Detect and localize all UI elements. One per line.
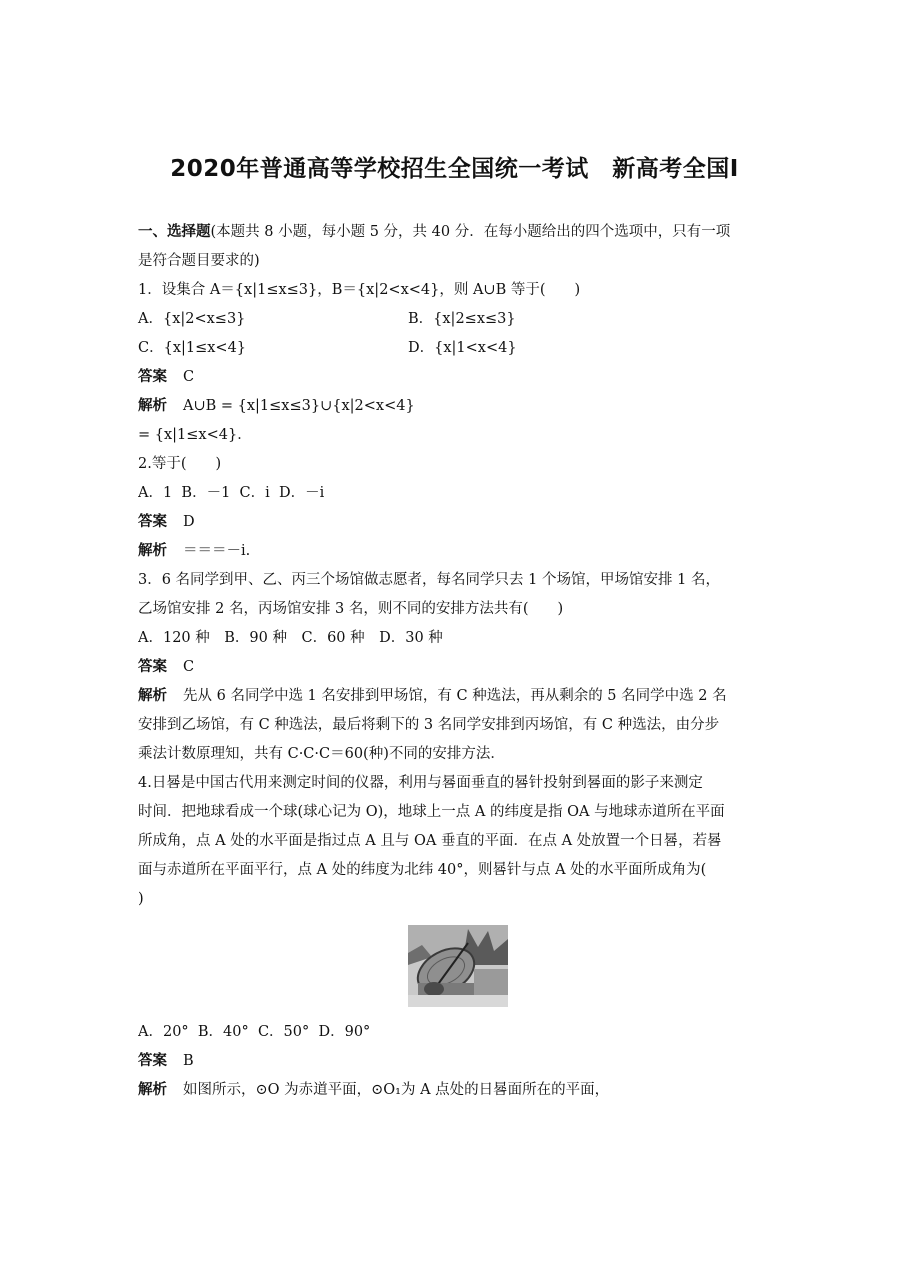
answer-label: 答案 (138, 369, 167, 385)
q1-option-b: B．{x|2≤x≤3} (408, 311, 516, 327)
answer-label: 答案 (138, 659, 167, 675)
analysis-label: 解析 (138, 543, 167, 559)
answer-label: 答案 (138, 1053, 167, 1069)
sundial-photo (138, 914, 778, 1018)
exam-content (138, 218, 778, 1105)
q4-options: A．20° B．40° C．50° D．90° (138, 1024, 371, 1040)
q4-stem-1: 4.日晷是中国古代用来测定时间的仪器，利用与晷面垂直的晷针投射到晷面的影子来测定 (138, 775, 703, 791)
q3-analysis (138, 682, 778, 711)
q3-analysis-3: 乘法计数原理知，共有 C·C·C＝60(种)不同的安排方法． (138, 746, 505, 762)
q4-stem-2: 时间．把地球看成一个球(球心记为 O)，地球上一点 A 的纬度是指 OA 与地球赤道所在平面 (138, 804, 725, 820)
q3-analysis-2: 安排到乙场馆，有 C 种选法，最后将剩下的 3 名同学安排到丙场馆，有 C 种选法，由分步 (138, 717, 720, 733)
q3-answer-value: C (183, 659, 195, 675)
section-desc-1: (本题共 8 小题，每小题 5 分，共 40 分．在每小题给出的四个选项中，只有一项 (210, 224, 731, 240)
q2-answer-value: D (183, 514, 195, 530)
analysis-label: 解析 (138, 398, 167, 414)
q1-option-d: D．{x|1<x<4} (408, 340, 517, 356)
q1-analysis (138, 392, 778, 421)
q4-stem-3: 所成角，点 A 处的水平面是指过点 A 且与 OA 垂直的平面．在点 A 处放置一个日晷，若晷 (138, 833, 722, 849)
q1-options-row-1 (138, 305, 778, 334)
q1-stem: 1．设集合 A＝{x|1≤x≤3}，B＝{x|2<x<4}，则 A∪B 等于( ) (138, 282, 581, 298)
q2-analysis (138, 537, 778, 566)
sundial-image (408, 925, 508, 1007)
q4-analysis-text: 如图所示，⊙O 为赤道平面，⊙O₁为 A 点处的日晷面所在的平面， (183, 1082, 610, 1098)
q2-analysis-text: ＝＝＝－i. (183, 543, 251, 559)
q1-option-a: A．{x|2<x≤3} (138, 311, 246, 327)
q2-options: A．1 B．－1 C．i D．－i (138, 485, 325, 501)
q1-answer (138, 363, 778, 392)
section-desc-2: 是符合题目要求的) (138, 253, 260, 269)
q1-option-c: C．{x|1≤x<4} (138, 340, 247, 356)
analysis-label: 解析 (138, 1082, 167, 1098)
q3-answer (138, 653, 778, 682)
q4-answer (138, 1047, 778, 1076)
q4-stem-5: ) (138, 891, 144, 907)
q3-stem-1: 3．6 名同学到甲、乙、丙三个场馆做志愿者，每名同学只去 1 个场馆，甲场馆安排 1 名， (138, 572, 720, 588)
q2-stem: 2.等于( ) (138, 456, 222, 472)
q4-analysis (138, 1076, 778, 1105)
q3-stem-2: 乙场馆安排 2 名，丙场馆安排 3 名，则不同的安排方法共有( ) (138, 601, 564, 617)
q1-analysis-1: A∪B = {x|1≤x≤3}∪{x|2<x<4} (183, 398, 415, 414)
analysis-label: 解析 (138, 688, 167, 704)
q4-answer-value: B (183, 1053, 194, 1069)
section-header (138, 218, 778, 247)
q3-options: A．120 种 B．90 种 C．60 种 D．30 种 (138, 630, 443, 646)
q3-analysis-1: 先从 6 名同学中选 1 名安排到甲场馆，有 C 种选法，再从剩余的 5 名同学中选 2 名 (183, 688, 727, 704)
q1-analysis-2: = {x|1≤x<4}． (138, 427, 252, 443)
answer-label: 答案 (138, 514, 167, 530)
section-heading: 一、选择题 (138, 224, 211, 240)
page-title: 2020年普通高等学校招生全国统一考试 新高考全国Ⅰ (170, 156, 739, 182)
q4-stem-4: 面与赤道所在平面平行，点 A 处的纬度为北纬 40°，则晷针与点 A 处的水平面所成角为( (138, 862, 707, 878)
q2-answer (138, 508, 778, 537)
q1-options-row-2 (138, 334, 778, 363)
q1-answer-value: C (183, 369, 195, 385)
